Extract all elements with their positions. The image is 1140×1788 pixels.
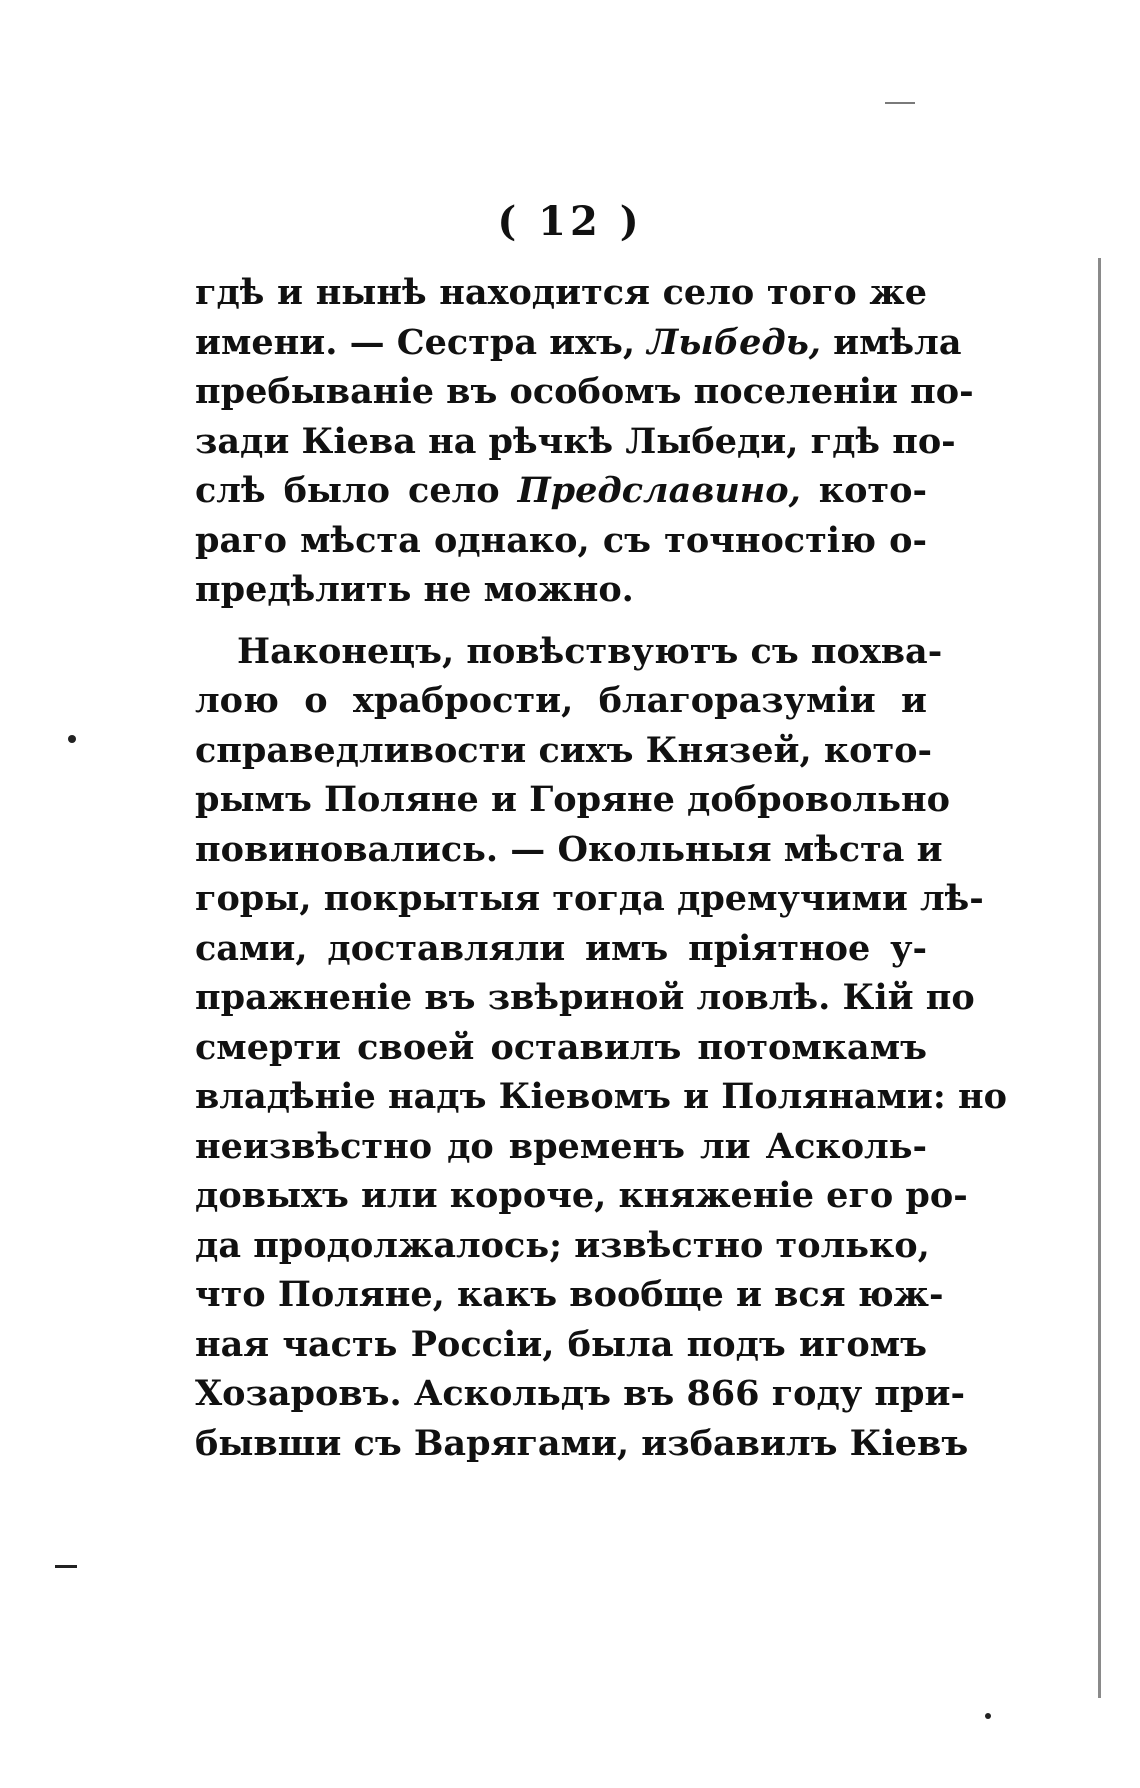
text-line: зади Кіева на рѣчкѣ Лыбеди, гдѣ по- [195, 420, 956, 462]
text-line: раго мѣста однако, съ точностію о- [195, 519, 927, 561]
text-line: сами, доставляли имъ пріятное у- [195, 927, 927, 969]
text-run: имени. — Сестра ихъ, [195, 321, 648, 363]
text-line: пражненіе въ звѣриной ловлѣ. Кій по [195, 977, 975, 1018]
page-number: ( 12 ) [497, 198, 643, 245]
scan-speck [55, 1565, 77, 1568]
text-line [195, 318, 962, 368]
scan-speck [68, 735, 76, 743]
text-line: лою о храбрости, благоразуміи и [195, 680, 927, 721]
text-line: предѣлить не можно. [195, 569, 634, 610]
text-line: владѣніе надъ Кіевомъ и Полянами: но [195, 1076, 1007, 1117]
body-text [195, 268, 1007, 1468]
page-edge-rule [1098, 258, 1101, 1698]
text-line: да продолжалось; извѣстно только, [195, 1224, 930, 1266]
text-line: рымъ Поляне и Горяне добровольно [195, 779, 950, 820]
text-line: горы, покрытыя тогда дремучими лѣ- [195, 878, 984, 919]
italic-name-predslavino: Предславино, [517, 470, 801, 511]
text-line: Хозаровъ. Аскольдъ въ 866 году при- [195, 1373, 965, 1414]
text-line: пребываніе въ особомъ поселеніи по- [195, 371, 974, 412]
text-run: имѣла [820, 321, 962, 363]
text-line: справедливости сихъ Князей, кото- [195, 729, 933, 771]
scan-speck [885, 102, 915, 104]
text-line: Наконецъ, повѣствуютъ съ похва- [237, 630, 943, 672]
italic-name-lybed: Лыбедь, [647, 321, 821, 363]
text-line: гдѣ и нынѣ находится село того же [195, 272, 927, 313]
scan-speck [985, 1713, 991, 1719]
text-line [195, 466, 927, 516]
text-line: ная часть Россіи, была подъ игомъ [195, 1323, 927, 1365]
text-line: довыхъ или короче, княженіе его ро- [195, 1175, 968, 1216]
text-run: кото- [800, 470, 927, 511]
text-line: смерти своей оставилъ потомкамъ [195, 1026, 927, 1068]
text-run: слѣ было село [195, 470, 518, 511]
text-line: неизвѣстно до временъ ли Асколь- [195, 1125, 927, 1167]
paragraph-gap [195, 615, 927, 627]
text-line: что Поляне, какъ вообще и вся юж- [195, 1274, 944, 1315]
text-line: бывши съ Варягами, избавилъ Кіевъ [195, 1422, 969, 1464]
text-line: повиновались. — Окольныя мѣста и [195, 828, 943, 870]
